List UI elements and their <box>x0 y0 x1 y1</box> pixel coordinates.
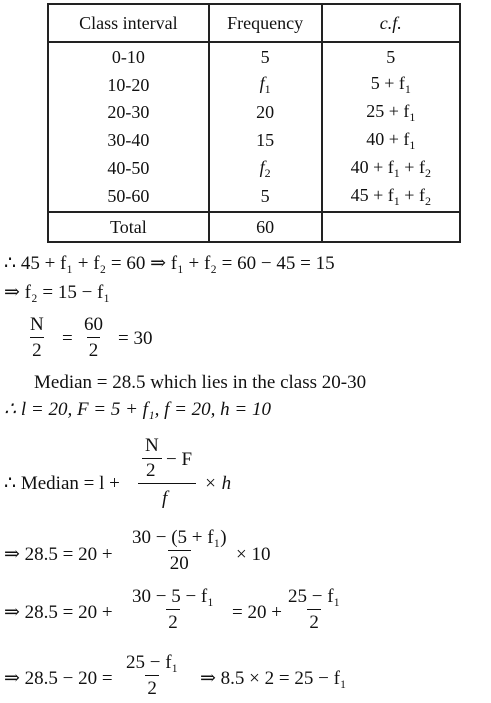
cell-total-cf <box>322 212 460 242</box>
cell-cf: $40 + f_1 + f_2$ <box>322 155 460 183</box>
cell-cf: $45 + f_1 + f_2$ <box>322 183 460 212</box>
fraction-60-over-2: $\frac{60}{2}$ <box>84 314 103 361</box>
step-1-times-10: × 10 <box>236 544 271 565</box>
median-formula-prefix: ∴ Median = l + <box>4 473 120 494</box>
formula-minus-f: − F <box>166 449 193 470</box>
cell-interval: 10-20 <box>48 71 209 99</box>
formula-times-h: × h <box>204 473 232 494</box>
fraction-step-2b: $\frac{\text{25 − f₁}}{2}$ <box>288 586 341 633</box>
formula-2: 2 <box>146 460 156 481</box>
formula-main-bar <box>138 483 196 484</box>
cell-interval: 20-30 <box>48 99 209 127</box>
cell-frequency: 5 <box>209 42 322 71</box>
table-row <box>48 127 460 155</box>
cell-interval: 30-40 <box>48 127 209 155</box>
header-class-interval: Class interval <box>48 4 209 42</box>
equation-n-half-result: = 30 <box>118 328 153 349</box>
step-2-mid: = 20 + <box>232 602 282 623</box>
step-1-prefix: ⇒ 28.5 = 20 + <box>4 544 113 565</box>
table-row <box>48 99 460 127</box>
formula-n-bar <box>142 458 162 459</box>
median-parameters: ∴ l = 20, F = 5 + f₁, f = 20, h = 10 <box>4 399 271 420</box>
table-row <box>48 183 460 212</box>
fraction-step-3: $\frac{\text{25 − f₁}}{2}$ <box>126 652 179 699</box>
cell-frequency: $f_2$ <box>209 155 322 183</box>
fraction-step-2a: $\frac{\text{30 − 5 − f₁}}{2}$ <box>132 586 214 633</box>
formula-n: N <box>145 435 159 456</box>
table-row <box>48 155 460 183</box>
equation-f2: ⇒ f₂ = 15 − f₁ <box>4 282 111 303</box>
cell-cf: $40 + f_1$ <box>322 127 460 155</box>
cell-cf: 5 <box>322 42 460 71</box>
header-frequency: Frequency <box>209 4 322 42</box>
fraction-n-over-2: $\frac{N}{2}$ <box>30 314 44 361</box>
header-cf: c.f. <box>322 4 460 42</box>
equals-sign: = <box>62 328 73 349</box>
cell-interval: 0-10 <box>48 42 209 71</box>
cumulative-frequency-table <box>47 3 461 243</box>
cell-total-label: Total <box>48 212 209 242</box>
step-3-prefix: ⇒ 28.5 − 20 = <box>4 668 113 689</box>
table-row <box>48 42 460 71</box>
formula-f-den: f <box>162 488 168 509</box>
equation-sum-frequencies: ∴ 45 + f₁ + f₂ = 60 ⇒ f₁ + f₂ = 60 − 45 = 15 <box>4 253 335 274</box>
fraction-step-1: $\frac{\text{30 − (5 + f₁)}}{20}$ <box>132 527 227 574</box>
cell-frequency: $f_1$ <box>209 71 322 99</box>
table-footer-row <box>48 212 460 242</box>
cell-interval: 40-50 <box>48 155 209 183</box>
cell-frequency: 5 <box>209 183 322 212</box>
cell-total-frequency: 60 <box>209 212 322 242</box>
cell-interval: 50-60 <box>48 183 209 212</box>
cell-frequency: 20 <box>209 99 322 127</box>
step-2-prefix: ⇒ 28.5 = 20 + <box>4 602 113 623</box>
cell-cf: $5 + f_1$ <box>322 71 460 99</box>
table-row <box>48 71 460 99</box>
median-statement: Median = 28.5 which lies in the class 20-30 <box>34 372 367 393</box>
step-3-result: ⇒ 8.5 × 2 = 25 − f₁ <box>200 668 347 689</box>
cell-frequency: 15 <box>209 127 322 155</box>
cell-cf: $25 + f_1$ <box>322 99 460 127</box>
